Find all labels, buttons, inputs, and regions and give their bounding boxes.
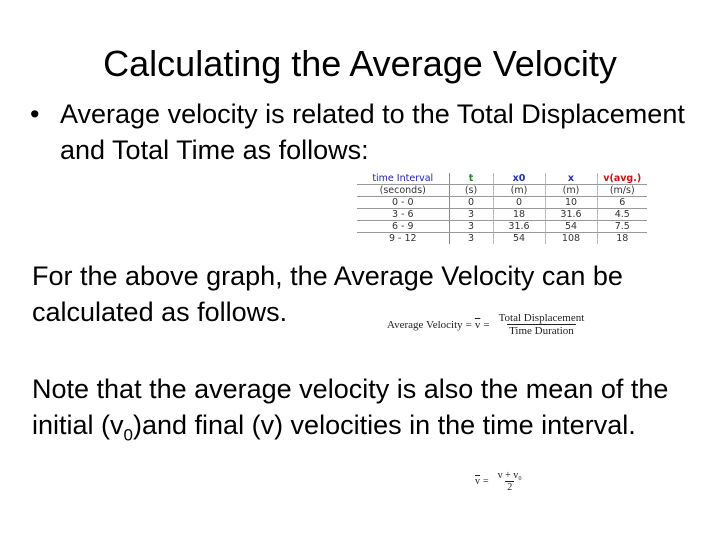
para2-text-a: Note that the average velocity is also the mean of the initial (v xyxy=(32,374,669,440)
unit-cell: (m) xyxy=(493,185,545,197)
formula-lhs: Average Velocity xyxy=(387,318,463,331)
table-cell: 6 xyxy=(597,197,647,209)
formula-vbar: $\overline{v}$ xyxy=(474,318,481,331)
table-row xyxy=(357,221,647,233)
header-time-interval: time Interval xyxy=(357,173,449,185)
formula-denominator: Time Duration xyxy=(509,325,574,337)
formula-vbar: $\overline{v}$ xyxy=(475,476,480,487)
table-cell: 3 - 6 xyxy=(357,209,449,221)
slide-title: Calculating the Average Velocity xyxy=(103,43,617,84)
paragraph-average-velocity-calc: For the above graph, the Average Velocity can be calculated as follows. xyxy=(32,261,623,327)
para2-text-b: )and final (v) velocities in the time interval. xyxy=(133,410,636,440)
formula-fraction xyxy=(496,470,524,493)
table-cell: 10 xyxy=(545,197,597,209)
table-cell: 0 xyxy=(493,197,545,209)
table-cell: 9 - 12 xyxy=(357,233,449,245)
table-cell: 6 - 9 xyxy=(357,221,449,233)
table-header-row xyxy=(357,173,647,185)
table-row xyxy=(357,209,647,221)
header-v-avg: v(avg.) xyxy=(597,173,647,185)
table-cell: 3 xyxy=(449,221,493,233)
table-cell: 3 xyxy=(449,209,493,221)
header-x0: x0 xyxy=(493,173,545,185)
table-cell: 0 - 0 xyxy=(357,197,449,209)
table-cell: 4.5 xyxy=(597,209,647,221)
formula-equals: = xyxy=(465,318,472,331)
formula-denominator: 2 xyxy=(507,482,513,493)
table-cell: 31.6 xyxy=(545,209,597,221)
para2-subscript: 0 xyxy=(123,425,133,445)
unit-cell: (s) xyxy=(449,185,493,197)
table-row xyxy=(357,233,647,245)
paragraph-mean-velocity xyxy=(32,371,692,443)
table-cell: 0 xyxy=(449,197,493,209)
velocity-data-table xyxy=(357,173,647,244)
formula-numerator: Total Displacement xyxy=(498,312,585,324)
mean-velocity-formula xyxy=(475,470,524,493)
table-cell: 54 xyxy=(545,221,597,233)
formula-equals: = xyxy=(483,318,490,331)
bullet-text: Average velocity is related to the Total Displacement and Total Time as follows: xyxy=(60,99,685,165)
table-units-row xyxy=(357,185,647,197)
formula-fraction xyxy=(497,312,587,337)
header-t: t xyxy=(449,173,493,185)
table-row xyxy=(357,197,647,209)
table-cell: 18 xyxy=(597,233,647,245)
header-x: x xyxy=(545,173,597,185)
table-cell: 18 xyxy=(493,209,545,221)
table-cell: 108 xyxy=(545,233,597,245)
bullet-point xyxy=(30,96,690,168)
bullet-icon: • xyxy=(30,99,40,129)
table-cell: 3 xyxy=(449,233,493,245)
unit-cell: (m/s) xyxy=(597,185,647,197)
unit-cell: (m) xyxy=(545,185,597,197)
table-cell: 54 xyxy=(493,233,545,245)
unit-cell: (seconds) xyxy=(357,185,449,197)
average-velocity-formula xyxy=(387,312,586,337)
formula-equals: = xyxy=(483,476,489,487)
table-cell: 7.5 xyxy=(597,221,647,233)
formula-numerator: v + v₀ xyxy=(497,470,522,481)
table-cell: 31.6 xyxy=(493,221,545,233)
